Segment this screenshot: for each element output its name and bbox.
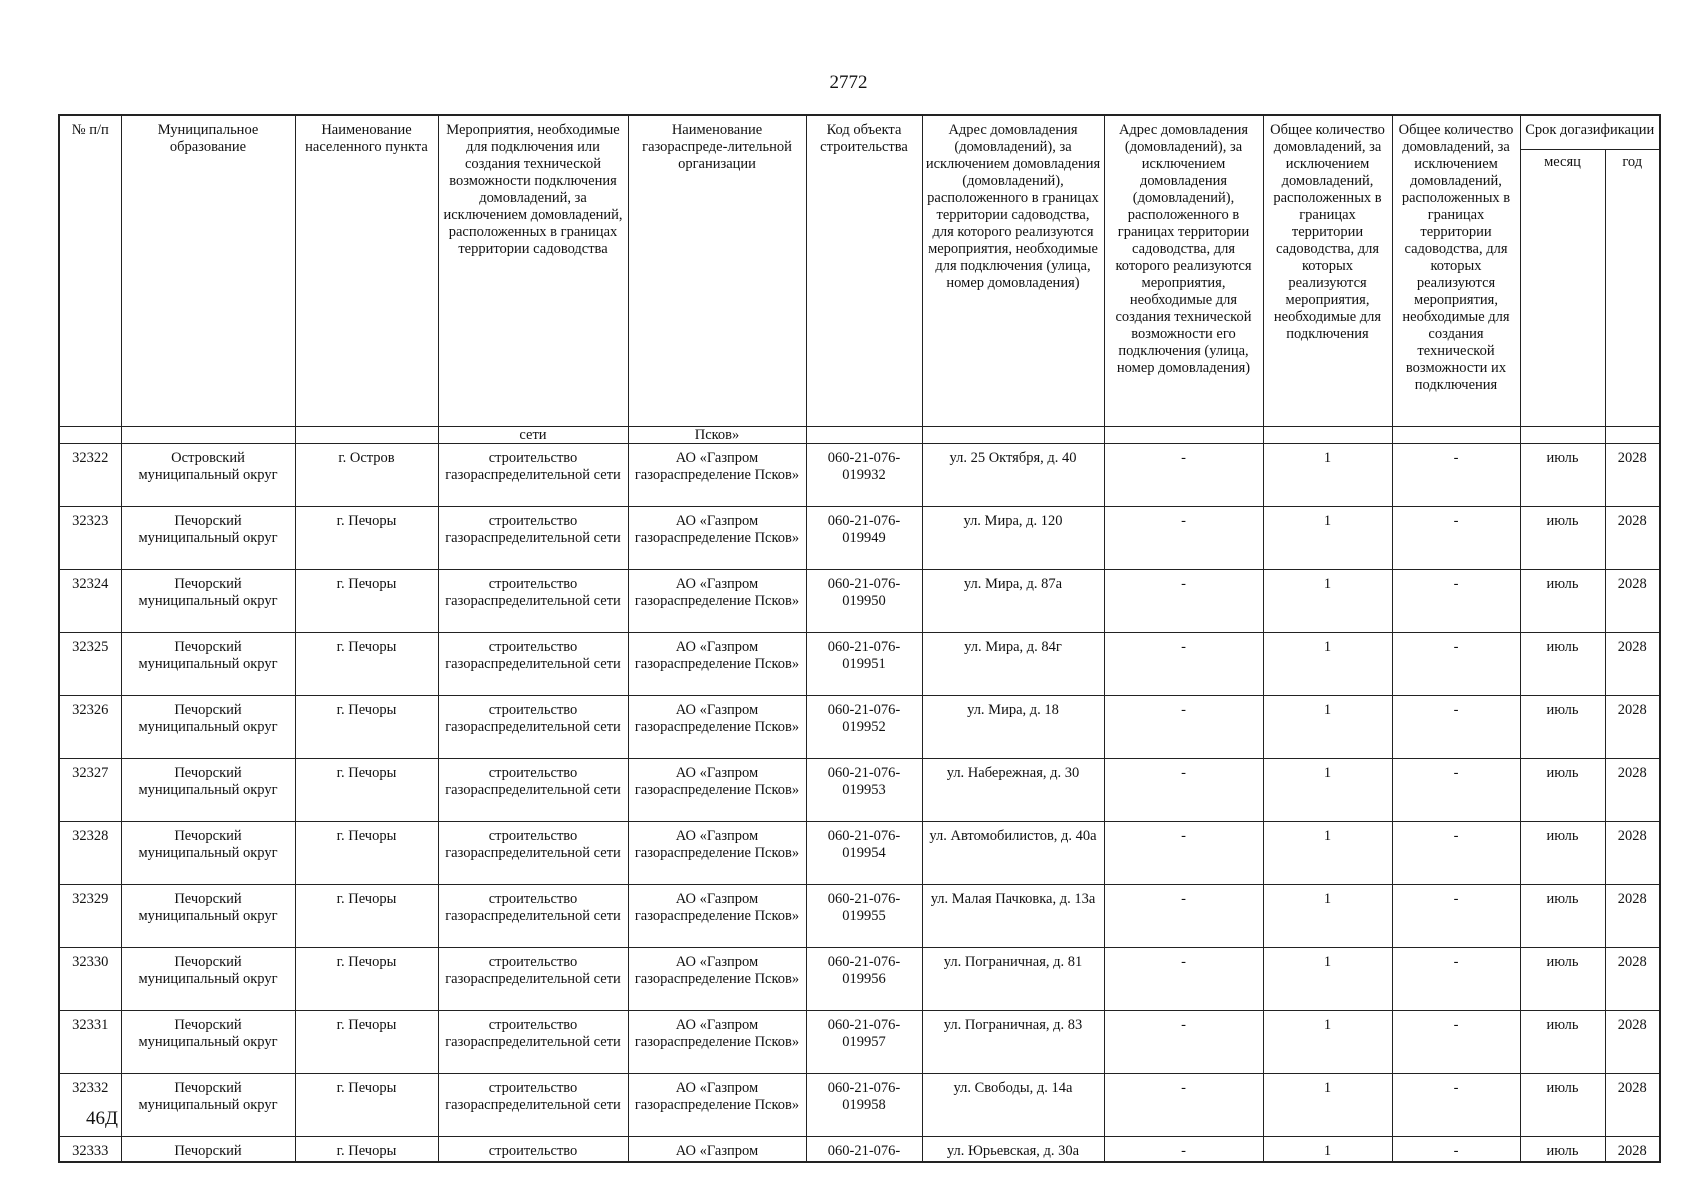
cell-addr-tech: - (1104, 1074, 1263, 1137)
header-code: Код объекта строительства (806, 115, 922, 427)
cell-municipality: Печорский муниципальный округ (121, 633, 295, 696)
cell-municipality: Печорский муниципальный округ (121, 570, 295, 633)
cell-count-connect: 1 (1263, 822, 1392, 885)
cell-month: июль (1520, 1074, 1605, 1137)
table-row (59, 444, 1660, 507)
cell-code: 060-21-076-019954 (806, 822, 922, 885)
cell-org: АО «Газпром газораспределение Псков» (628, 507, 806, 570)
page-number: 2772 (829, 72, 868, 93)
cell-addr-tech: - (1104, 570, 1263, 633)
cell-org: АО «Газпром газораспределение Псков» (628, 444, 806, 507)
cell-measures: строительство газораспределительной сети (438, 507, 628, 570)
cell-settlement: г. Печоры (295, 885, 438, 948)
cell-code: 060-21-076-019949 (806, 507, 922, 570)
table-row (59, 1074, 1660, 1137)
cell-municipality: Печорский муниципальный округ (121, 1011, 295, 1074)
table-body (59, 427, 1660, 1163)
cell-code: 060-21-076-019957 (806, 1011, 922, 1074)
header-settlement: Наименование населенного пункта (295, 115, 438, 427)
cell-year: 2028 (1605, 570, 1660, 633)
cell-settlement: г. Печоры (295, 507, 438, 570)
header-count-tech: Общее количество домовладений, за исключением домовладений, расположенных в границах территории садоводства, для которых реализуются мероприятия, необходимые для создания технической возможности их подключения (1392, 115, 1520, 427)
cell-municipality: Печорский муниципальный округ (121, 1074, 295, 1137)
cell-org: АО «Газпром газораспределение Псков» (628, 885, 806, 948)
cell-municipality: Печорский муниципальный округ (121, 885, 295, 948)
cell-measures: строительство газораспределительной сети (438, 633, 628, 696)
cell-settlement: г. Остров (295, 444, 438, 507)
cell-municipality: Печорский муниципальный округ (121, 507, 295, 570)
cell-measures: строительство (438, 1137, 628, 1163)
cell-year: 2028 (1605, 1074, 1660, 1137)
cell-addr-connect: ул. Юрьевская, д. 30а (922, 1137, 1104, 1163)
cell-count-tech: - (1392, 570, 1520, 633)
cell-measures: строительство газораспределительной сети (438, 444, 628, 507)
cell-month: июль (1520, 507, 1605, 570)
cell-month: июль (1520, 1011, 1605, 1074)
cell-municipality: Печорский (121, 1137, 295, 1163)
cell-addr-connect: ул. Малая Пачковка, д. 13а (922, 885, 1104, 948)
cell-month: июль (1520, 1137, 1605, 1163)
cell-count-tech: - (1392, 948, 1520, 1011)
cell-count-tech: - (1392, 1011, 1520, 1074)
header-num: № п/п (59, 115, 121, 427)
cell-org: АО «Газпром газораспределение Псков» (628, 570, 806, 633)
cell-measures: строительство газораспределительной сети (438, 948, 628, 1011)
cell-num: 32323 (59, 507, 121, 570)
cell-count-tech: - (1392, 822, 1520, 885)
table-row (59, 507, 1660, 570)
cell-year: 2028 (1605, 1011, 1660, 1074)
cell-addr-connect: ул. Мира, д. 18 (922, 696, 1104, 759)
cell-num: 32332 (59, 1074, 121, 1137)
cell-org: АО «Газпром газораспределение Псков» (628, 759, 806, 822)
cell-measures: строительство газораспределительной сети (438, 570, 628, 633)
cell-num: 32325 (59, 633, 121, 696)
table-row (59, 633, 1660, 696)
cell-org: АО «Газпром (628, 1137, 806, 1163)
cell-org: АО «Газпром газораспределение Псков» (628, 822, 806, 885)
cell-addr-connect: ул. Мира, д. 84г (922, 633, 1104, 696)
table-row (59, 759, 1660, 822)
cell-settlement: г. Печоры (295, 570, 438, 633)
cell-count-tech: - (1392, 444, 1520, 507)
cell-addr-connect: ул. Пограничная, д. 83 (922, 1011, 1104, 1074)
cell-num: 32322 (59, 444, 121, 507)
cell-count-tech: - (1392, 1137, 1520, 1163)
cell-count-connect: 1 (1263, 1011, 1392, 1074)
cell-year: 2028 (1605, 1137, 1660, 1163)
cell-month: июль (1520, 696, 1605, 759)
cell-count-connect: 1 (1263, 507, 1392, 570)
cell-addr-tech: - (1104, 885, 1263, 948)
table-header (59, 115, 1660, 427)
cell-settlement: г. Печоры (295, 1074, 438, 1137)
cell-year: 2028 (1605, 885, 1660, 948)
cell-count-connect: 1 (1263, 948, 1392, 1011)
cell-settlement: г. Печоры (295, 948, 438, 1011)
cell-addr-connect: ул. Набережная, д. 30 (922, 759, 1104, 822)
cell-year: 2028 (1605, 822, 1660, 885)
cell-year: 2028 (1605, 696, 1660, 759)
cell-settlement: г. Печоры (295, 696, 438, 759)
cell-num: 32327 (59, 759, 121, 822)
cell-municipality: Островский муниципальный округ (121, 444, 295, 507)
cell-code: 060-21-076-019956 (806, 948, 922, 1011)
cell-measures: строительство газораспределительной сети (438, 1074, 628, 1137)
cell-settlement: г. Печоры (295, 759, 438, 822)
cell-addr-tech: - (1104, 444, 1263, 507)
cell-count-connect: 1 (1263, 1137, 1392, 1163)
cell-municipality: Печорский муниципальный округ (121, 948, 295, 1011)
cell-code: 060-21-076-019932 (806, 444, 922, 507)
cell-year: 2028 (1605, 759, 1660, 822)
header-addr-tech: Адрес домовладения (домовладений), за исключением домовладения (домовладений), расположенного в границах территории садоводства, для которого реализуются мероприятия, необходимые для создания технической возможности его подключения (улица, номер домовладения) (1104, 115, 1263, 427)
cell-num: 32330 (59, 948, 121, 1011)
cell-addr-connect: ул. Мира, д. 120 (922, 507, 1104, 570)
cell-count-connect: 1 (1263, 885, 1392, 948)
header-municipality: Муниципальное образование (121, 115, 295, 427)
cell-addr-connect: ул. Мира, д. 87а (922, 570, 1104, 633)
cell-year: 2028 (1605, 507, 1660, 570)
cell-year: 2028 (1605, 633, 1660, 696)
cell-addr-tech: - (1104, 633, 1263, 696)
cell-addr-tech: - (1104, 507, 1263, 570)
cell-code: 060-21-076-019952 (806, 696, 922, 759)
cell-addr-tech: - (1104, 759, 1263, 822)
cell-num: 32324 (59, 570, 121, 633)
continuation-measures: сети (438, 427, 628, 444)
cell-measures: строительство газораспределительной сети (438, 696, 628, 759)
cell-municipality: Печорский муниципальный округ (121, 822, 295, 885)
cell-num: 32328 (59, 822, 121, 885)
cell-settlement: г. Печоры (295, 1011, 438, 1074)
cell-settlement: г. Печоры (295, 822, 438, 885)
cell-org: АО «Газпром газораспределение Псков» (628, 948, 806, 1011)
cell-addr-tech: - (1104, 696, 1263, 759)
header-year: год (1605, 149, 1660, 426)
cell-addr-tech: - (1104, 1011, 1263, 1074)
table-row (59, 885, 1660, 948)
cell-municipality: Печорский муниципальный округ (121, 759, 295, 822)
cell-count-tech: - (1392, 507, 1520, 570)
cell-month: июль (1520, 633, 1605, 696)
cell-year: 2028 (1605, 444, 1660, 507)
header-deadline: Срок догазификации (1520, 115, 1660, 149)
cell-measures: строительство газораспределительной сети (438, 1011, 628, 1074)
continuation-org: Псков» (628, 427, 806, 444)
cell-month: июль (1520, 759, 1605, 822)
cell-count-connect: 1 (1263, 696, 1392, 759)
cell-count-connect: 1 (1263, 570, 1392, 633)
cell-count-tech: - (1392, 885, 1520, 948)
cell-measures: строительство газораспределительной сети (438, 822, 628, 885)
cell-code: 060-21-076-019953 (806, 759, 922, 822)
cell-addr-tech: - (1104, 822, 1263, 885)
cell-addr-tech: - (1104, 948, 1263, 1011)
cell-count-connect: 1 (1263, 633, 1392, 696)
table-row (59, 570, 1660, 633)
header-org: Наименование газораспреде-лительной организации (628, 115, 806, 427)
cell-code: 060-21-076-019950 (806, 570, 922, 633)
cell-code: 060-21-076- (806, 1137, 922, 1163)
cell-year: 2028 (1605, 948, 1660, 1011)
cell-addr-connect: ул. Свободы, д. 14а (922, 1074, 1104, 1137)
cell-num: 32326 (59, 696, 121, 759)
cell-code: 060-21-076-019955 (806, 885, 922, 948)
cell-month: июль (1520, 885, 1605, 948)
cell-addr-connect: ул. Пограничная, д. 81 (922, 948, 1104, 1011)
cell-code: 060-21-076-019951 (806, 633, 922, 696)
header-count-connect: Общее количество домовладений, за исключением домовладений, расположенных в границах территории садоводства, для которых реализуются мероприятия, необходимые для подключения (1263, 115, 1392, 427)
table-row (59, 696, 1660, 759)
cell-count-tech: - (1392, 633, 1520, 696)
cell-addr-connect: ул. Автомобилистов, д. 40а (922, 822, 1104, 885)
cell-count-tech: - (1392, 1074, 1520, 1137)
footer-code: 46Д (86, 1108, 118, 1129)
cell-num: 32333 (59, 1137, 121, 1163)
cell-org: АО «Газпром газораспределение Псков» (628, 633, 806, 696)
cell-addr-tech: - (1104, 1137, 1263, 1163)
table-row (59, 822, 1660, 885)
continuation-row (59, 427, 1660, 444)
table-row (59, 1011, 1660, 1074)
cell-municipality: Печорский муниципальный округ (121, 696, 295, 759)
cell-count-connect: 1 (1263, 1074, 1392, 1137)
cell-month: июль (1520, 570, 1605, 633)
cell-count-connect: 1 (1263, 759, 1392, 822)
cell-settlement: г. Печоры (295, 1137, 438, 1163)
cell-code: 060-21-076-019958 (806, 1074, 922, 1137)
cell-measures: строительство газораспределительной сети (438, 885, 628, 948)
cell-num: 32329 (59, 885, 121, 948)
table-row (59, 948, 1660, 1011)
cell-count-connect: 1 (1263, 444, 1392, 507)
cell-settlement: г. Печоры (295, 633, 438, 696)
gasification-table (58, 114, 1661, 1163)
table-row (59, 1137, 1660, 1163)
cell-month: июль (1520, 948, 1605, 1011)
cell-org: АО «Газпром газораспределение Псков» (628, 696, 806, 759)
header-measures: Мероприятия, необходимые для подключения или создания технической возможности подключения домовладений, за исключением домовладений, расположенных в границах территории садоводства (438, 115, 628, 427)
cell-org: АО «Газпром газораспределение Псков» (628, 1011, 806, 1074)
header-month: месяц (1520, 149, 1605, 426)
header-addr-connect: Адрес домовладения (домовладений), за исключением домовладения (домовладений), расположенного в границах территории садоводства, для которого реализуются мероприятия, необходимые для подключения (улица, номер домовладения) (922, 115, 1104, 427)
cell-month: июль (1520, 822, 1605, 885)
cell-count-tech: - (1392, 759, 1520, 822)
cell-num: 32331 (59, 1011, 121, 1074)
cell-month: июль (1520, 444, 1605, 507)
cell-measures: строительство газораспределительной сети (438, 759, 628, 822)
cell-count-tech: - (1392, 696, 1520, 759)
cell-addr-connect: ул. 25 Октября, д. 40 (922, 444, 1104, 507)
cell-org: АО «Газпром газораспределение Псков» (628, 1074, 806, 1137)
